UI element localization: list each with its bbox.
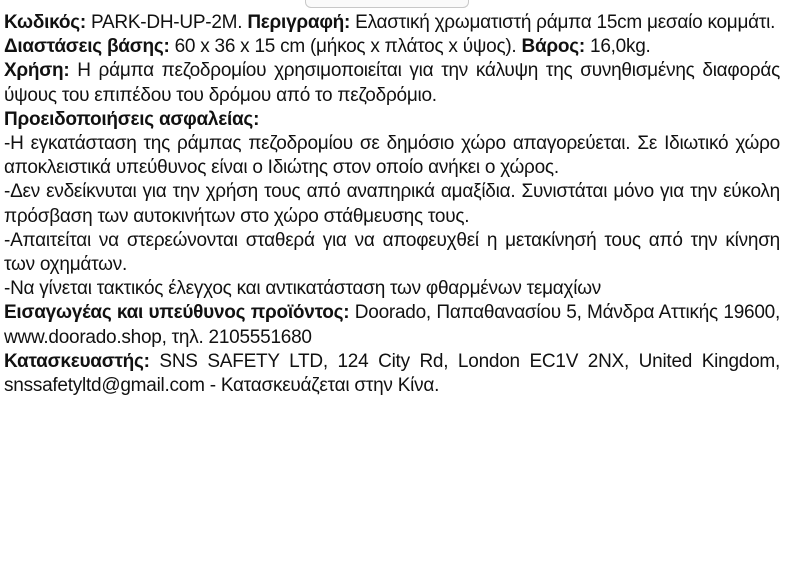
manufacturer-paragraph <box>4 350 780 398</box>
description-label: Περιγραφή: <box>247 12 351 33</box>
safety-warning: -Να γίνεται τακτικός έλεγχος και αντικατάσταση των φθαρμένων τεμαχίων <box>4 278 602 300</box>
manufacturer-label: Κατασκευαστής: <box>4 350 150 372</box>
usage-label: Χρήση: <box>4 60 70 82</box>
weight-value: 16,0kg. <box>590 36 651 58</box>
manufacturer-value: SNS SAFETY LTD, 124 City Rd, London EC1V 2NX, United Kingdom, snssafetyltd@gmail.com - Κατασκευάζεται στην Κίνα. <box>4 350 780 397</box>
importer-label: Εισαγωγέας και υπεύθυνος προϊόντος: <box>4 302 350 324</box>
dimensions-value: 60 x 36 x 15 cm (μήκος x πλάτος x ύψος). <box>174 36 517 58</box>
safety-heading-paragraph <box>4 108 780 132</box>
importer-paragraph <box>4 301 780 349</box>
dimensions-label: Διαστάσεις βάσης: <box>4 36 170 58</box>
top-tab-edge <box>305 0 469 8</box>
safety-warning: -Η εγκατάσταση της ράμπας πεζοδρομίου σε δημόσιο χώρο απαγορεύεται. Σε Ιδιωτικό χώρο αποκλειστικά υπεύθυνος είναι ο Ιδιώτης στον οποίο ανήκει ο χώρος. <box>4 133 780 179</box>
usage-paragraph <box>4 59 780 107</box>
dimensions-paragraph <box>4 35 780 59</box>
safety-heading: Προειδοποιήσεις ασφαλείας: <box>4 108 260 130</box>
product-info-document <box>4 11 780 398</box>
safety-warning: -Δεν ενδείκνυται για την χρήση τους από αναπηρικά αμαξίδια. Συνιστάται μόνο για την εύκολη πρόσβαση των αυτοκινήτων στο χώρο στάθμευσης τους. <box>4 181 780 227</box>
code-label: Κωδικός: <box>4 12 86 33</box>
safety-warning: -Απαιτείται να στερεώνονται σταθερά για να αποφευχθεί η μετακίνησή τους από την κίνηση των οχημάτων. <box>4 229 780 276</box>
importer-value: Doorado, Παπαθανασίου 5, Μάνδρα Αττικής 19600, www.doorado.shop, τηλ. 2105551680 <box>4 302 781 348</box>
weight-label: Βάρος: <box>521 36 585 58</box>
product-code-paragraph <box>4 11 780 35</box>
usage-value: Η ράμπα πεζοδρομίου χρησιμοποιείται για την κάλυψη της συνηθισμένης διαφοράς ύψους του επιπέδου του δρόμου από το πεζοδρόμιο. <box>4 60 780 106</box>
code-value: PARK-DH-UP-2M. <box>90 12 243 33</box>
description-value: Ελαστική χρωματιστή ράμπα 15cm μεσαίο κομμάτι. <box>355 12 776 33</box>
